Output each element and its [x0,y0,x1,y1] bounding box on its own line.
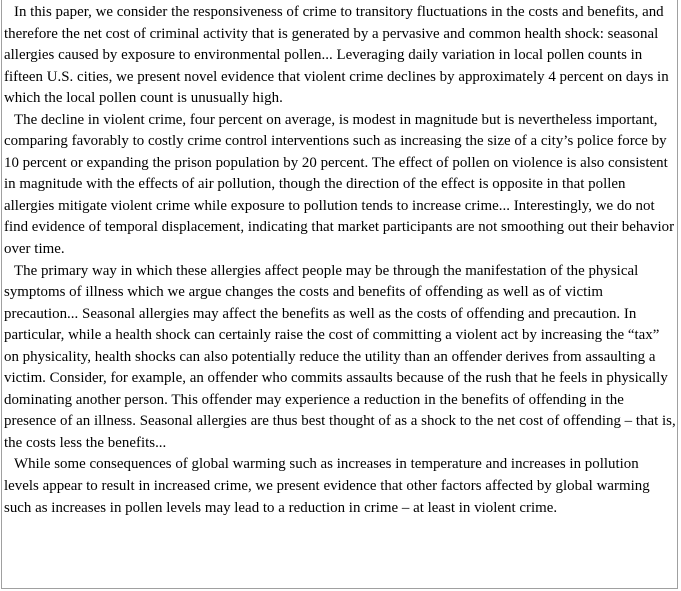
paragraph-1: In this paper, we consider the responsiveness of crime to transitory fluctuations in the costs and benefits, and therefore the net cost of criminal activity that is generated by a pervasive and common health shock: seasonal allergies caused by exposure to environmental pollen... Leveraging daily variation in local pollen counts in fifteen U.S. cities, we present novel evidence that violent crime declines by approximately 4 percent on days in which the local pollen count is unusually high. [4,4,669,107]
paragraph-3: The primary way in which these allergies affect people may be through the manifestation of the physical symptoms of illness which we argue changes the costs and benefits of offending as well as of victim precaution... Seasonal allergies may affect the benefits as well as the costs of offending and precaution. In particular, while a health shock can certainly raise the cost of committing a violent act by increasing the “tax” on physicality, health shocks can also potentially reduce the utility than an offender derives from assaulting a victim. Consider, for example, an offender who commits assaults because of the rush that he feels in physically dominating another person. This offender may experience a reduction in the benefits of offending in the presence of an illness. Seasonal allergies are thus best thought of as a shock to the net cost of offending – that is, the costs less the benefits... [4,262,676,451]
paragraph-4: While some consequences of global warming such as increases in temperature and increases in pollution levels appear to result in increased crime, we present evidence that other factors affected by global warming such as increases in pollen levels may lead to a reduction in crime – at least in violent crime. [4,456,650,516]
document-page [1,0,678,589]
paragraph-2: The decline in violent crime, four percent on average, is modest in magnitude but is nevertheless important, comparing favorably to costly crime control interventions such as increasing the size of a city’s police force by 10 percent or expanding the prison population by 20 percent. The effect of pollen on violence is also consistent in magnitude with the effects of air pollution, though the direction of the effect is opposite in that pollen allergies mitigate violent crime while exposure to pollution tends to increase crime... Interestingly, we do not find evidence of temporal displacement, indicating that market participants are not smoothing out their behavior over time. [4,111,675,258]
